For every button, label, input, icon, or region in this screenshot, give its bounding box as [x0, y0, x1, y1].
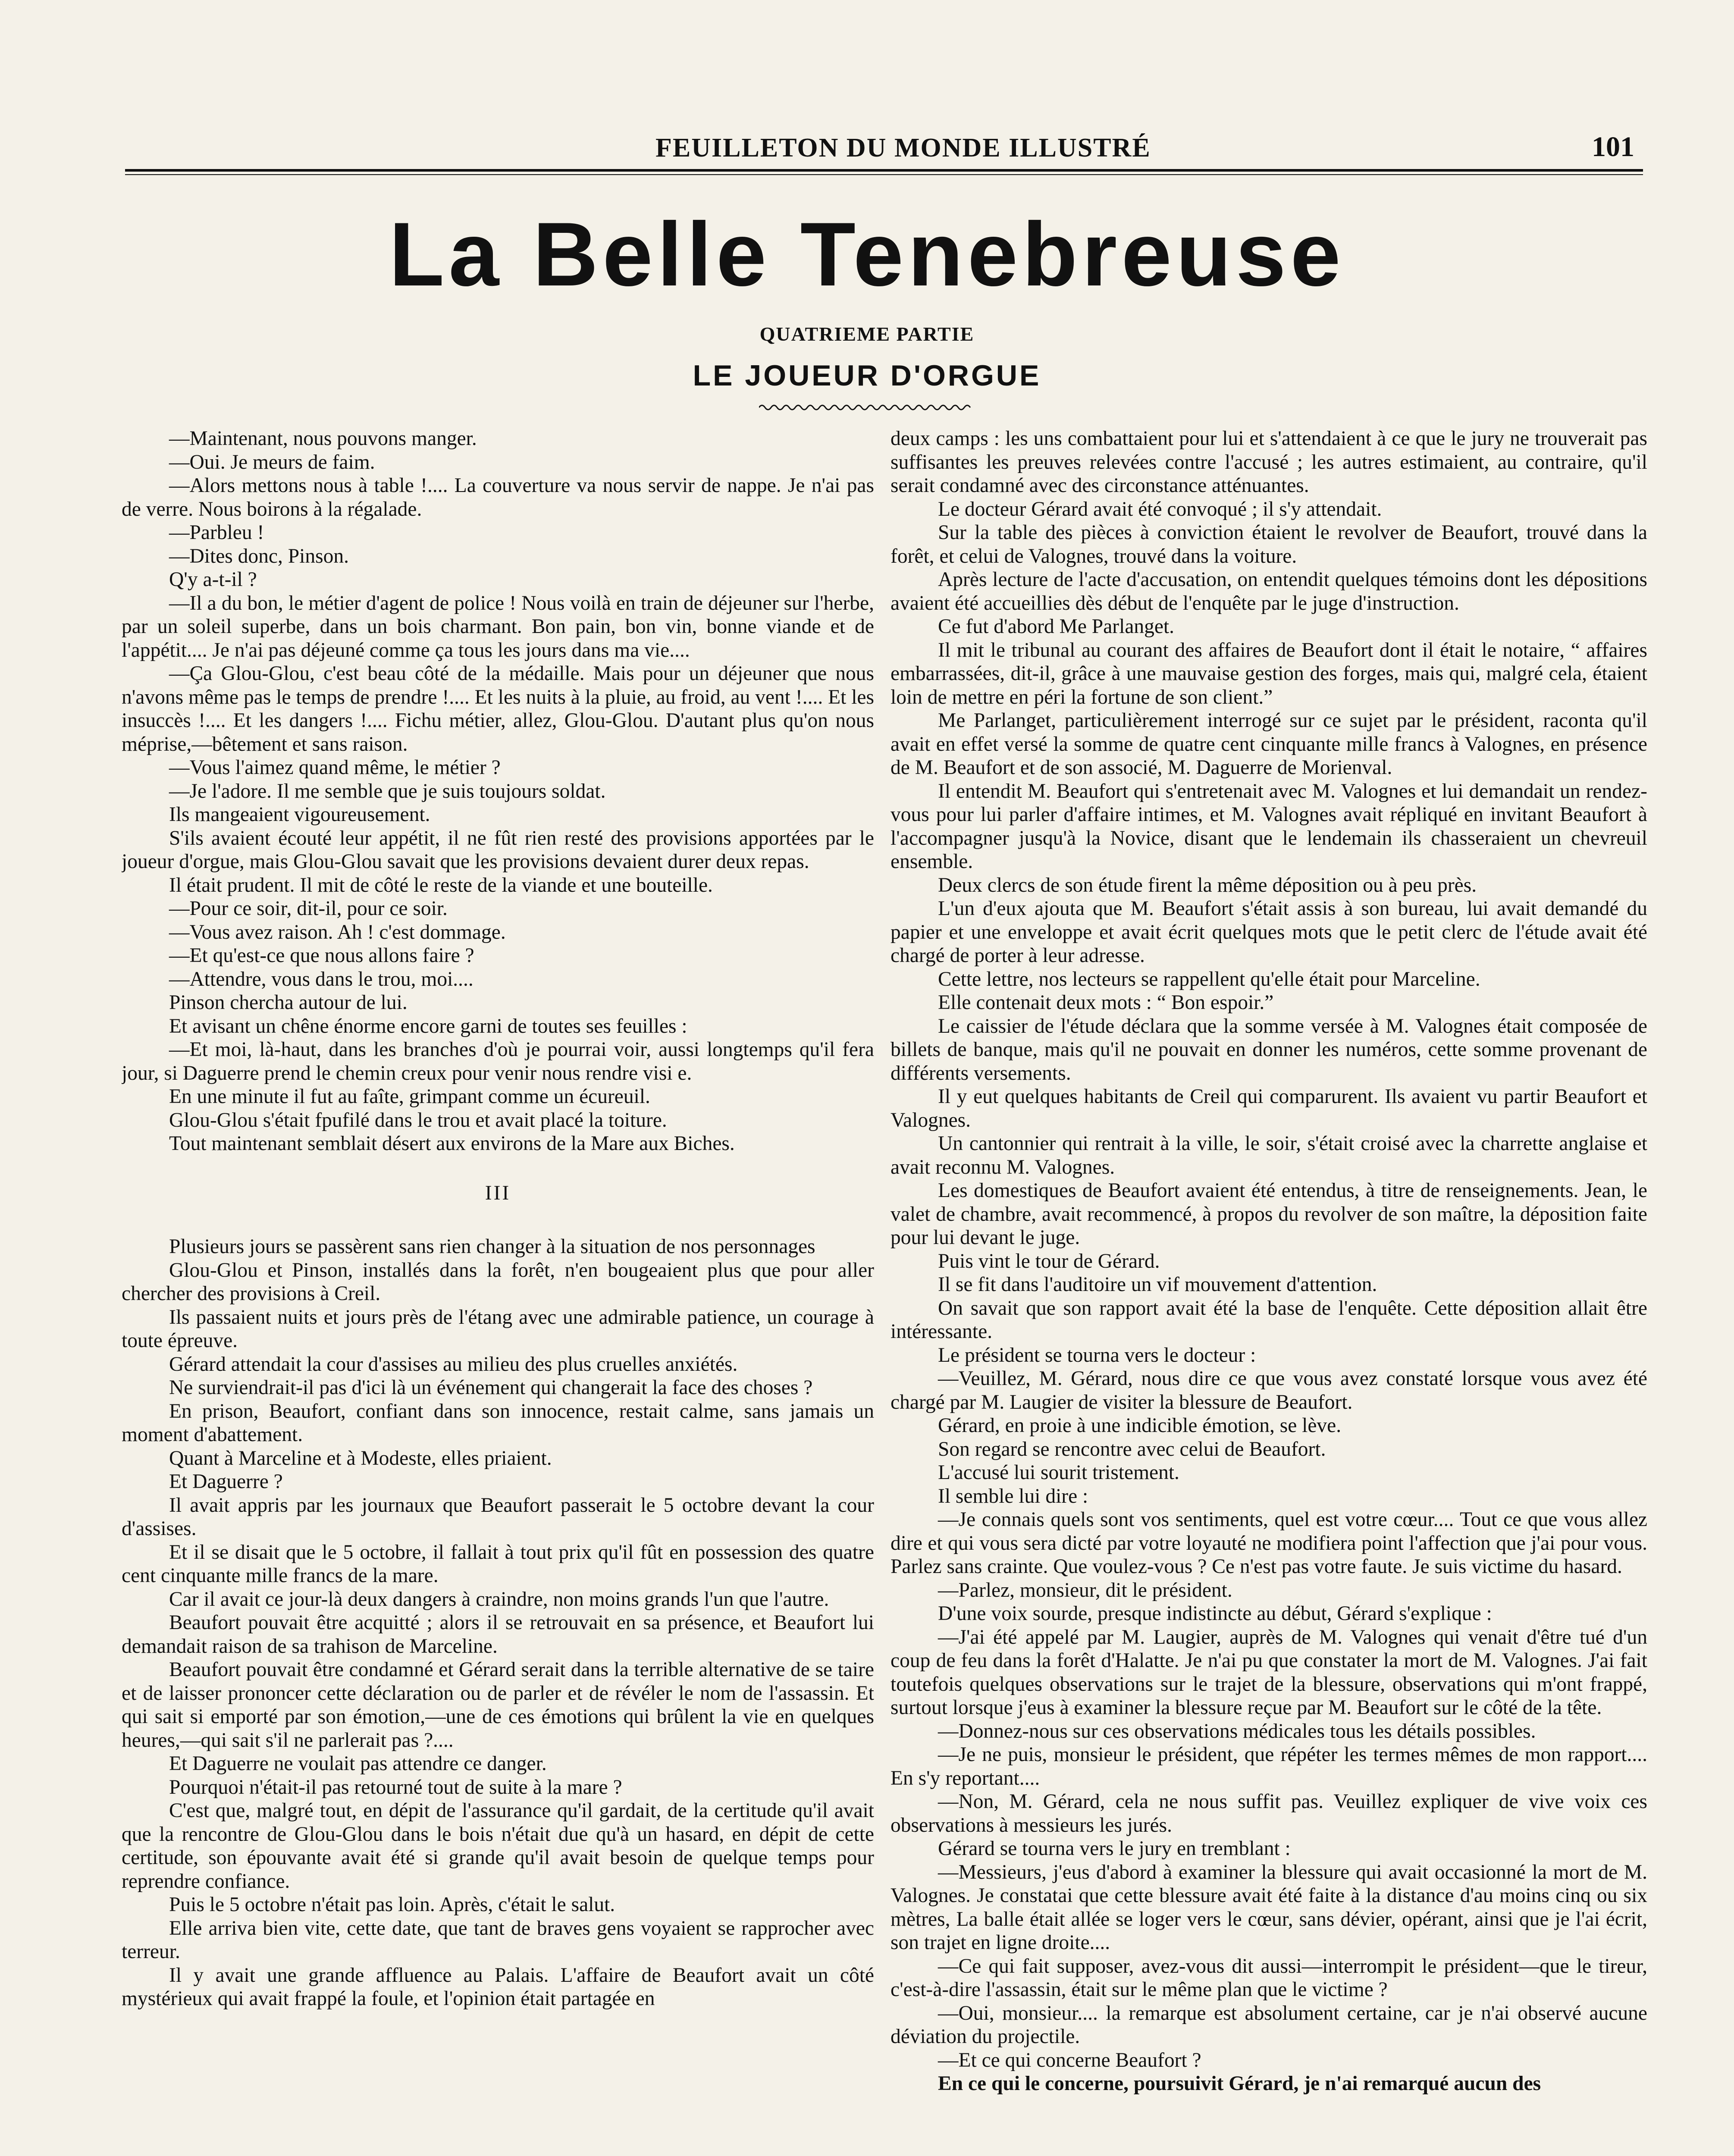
paragraph: —Alors mettons nous à table !.... La couverture va nous servir de nappe. Je n'ai pas de verre. Nous boirons à la régalade.	[122, 474, 874, 520]
paragraph: L'accusé lui sourit tristement.	[938, 1461, 1179, 1484]
wavy-ornament	[759, 401, 975, 414]
paragraph: —Ce qui fait supposer, avez-vous dit aussi—interrompit le président—que le tireur, c'est-à-dire l'assassin, était sur le même plan que le victime ?	[891, 1955, 1647, 2001]
serial-title: La Belle Tenebreuse	[389, 204, 1345, 305]
paragraph: Pinson chercha autour de lui.	[169, 991, 408, 1014]
header-rule-thin	[125, 174, 1643, 175]
section-number: III	[485, 1181, 511, 1204]
paragraph: Il y avait une grande affluence au Palais. L'affaire de Beaufort avait un côté mystérieux qui avait frappé la foule, et l'opinion était partagée en	[122, 1964, 874, 2010]
paragraph: Il avait appris par les journaux que Beaufort passerait le 5 octobre devant la cour d'assises.	[122, 1494, 874, 1540]
paragraph: L'un d'eux ajouta que M. Beaufort s'était assis à son bureau, lui avait demandé du papier et une enveloppe et avait écrit quelques mots que le petit clerc de l'étude avait été chargé de porter à leur adresse.	[891, 897, 1647, 967]
paragraph: Elle contenait deux mots : “ Bon espoir.”	[938, 991, 1274, 1014]
chapter-subtitle: LE JOUEUR D'ORGUE	[693, 359, 1041, 392]
left-column	[122, 427, 874, 2156]
paragraph: —J'ai été appelé par M. Laugier, auprès de M. Valognes qui venait d'être tué d'un coup de feu dans la forêt d'Halatte. Je n'ai pu que constater la mort de M. Valognes. J'ai fait toutefois quelques observations sur le trajet de la blessure, observations qui m'ont frappé, surtout lorsque j'eus à examiner la blessure reçue par M. Beaufort sur le côté de la tête.	[891, 1626, 1647, 1719]
paragraph: —Je l'adore. Il me semble que je suis toujours soldat.	[169, 780, 606, 802]
paragraph: Il se fit dans l'auditoire un vif mouvement d'attention.	[938, 1273, 1377, 1296]
paragraph: Gérard se tourna vers le jury en tremblant :	[938, 1837, 1291, 1860]
paragraph: —Vous l'aimez quand même, le métier ?	[169, 756, 501, 779]
paragraph: —Je ne puis, monsieur le président, que répéter les termes mêmes de mon rapport.... En s'y reportant....	[891, 1743, 1647, 1789]
paragraph: Tout maintenant semblait désert aux environs de la Mare aux Biches.	[169, 1132, 735, 1155]
paragraph: Il mit le tribunal au courant des affaires de Beaufort dont il était le notaire, “ affaires embarrassées, dit-il, grâce à une mauvaise gestion des forges, mais qui, malgré cela, étaient loin de mettre en péri la fortune de son client.”	[891, 639, 1647, 708]
part-heading: QUATRIEME PARTIE	[759, 323, 975, 345]
paragraph: Sur la table des pièces à conviction étaient le revolver de Beaufort, trouvé dans la forêt, et celui de Valognes, trouvé dans la voiture.	[891, 521, 1647, 567]
paragraph: —Messieurs, j'eus d'abord à examiner la blessure qui avait occasionné la mort de M. Valognes. Je constatai que cette blessure avait été faite à la distance d'au moins cinq ou six mètres, La balle était allée se loger vers le cœur, sans dévier, opérant, ainsi que je l'ai écrit, son trajet en ligne droite....	[891, 1861, 1647, 1954]
paragraph: —Dites donc, Pinson.	[169, 545, 349, 567]
paragraph: —Et ce qui concerne Beaufort ?	[938, 2049, 1201, 2071]
paragraph: Et il se disait que le 5 octobre, il fallait à tout prix qu'il fût en possession des quatre cent cinquante mille francs de la mare.	[122, 1541, 874, 1587]
paragraph: Le président se tourna vers le docteur :	[938, 1344, 1256, 1366]
running-title: FEUILLETON DU MONDE ILLUSTRÉ	[655, 133, 1151, 163]
paragraph: Ils mangeaient vigoureusement.	[169, 803, 430, 826]
paragraph: En prison, Beaufort, confiant dans son innocence, restait calme, sans jamais un moment d'abattement.	[122, 1400, 874, 1446]
paragraph: Il était prudent. Il mit de côté le reste de la viande et une bouteille.	[169, 874, 713, 896]
paragraph: —Maintenant, nous pouvons manger.	[169, 427, 477, 450]
paragraph: Pourquoi n'était-il pas retourné tout de suite à la mare ?	[169, 1776, 622, 1799]
paragraph: —Parbleu !	[169, 521, 264, 544]
paragraph: —Ça Glou-Glou, c'est beau côté de la médaille. Mais pour un déjeuner que nous n'avons même pas le temps de prendre !.... Et les nuits à la pluie, au froid, au vent !.... Et les insuccès !.... Et les dangers !.... Fichu métier, allez, Glou-Glou. D'autant plus qu'on nous méprise,—bêtement et sans raison.	[122, 662, 874, 755]
paragraph: Elle arriva bien vite, cette date, que tant de braves gens voyaient se rapprocher avec terreur.	[122, 1917, 874, 1963]
paragraph: —Vous avez raison. Ah ! c'est dommage.	[169, 921, 506, 943]
paragraph: Glou-Glou et Pinson, installés dans la forêt, n'en bougeaient plus que pour aller chercher des provisions à Creil.	[122, 1259, 874, 1305]
paragraph: Son regard se rencontre avec celui de Beaufort.	[938, 1438, 1326, 1460]
paragraph: Il y eut quelques habitants de Creil qui comparurent. Ils avaient vu partir Beaufort et Valognes.	[891, 1085, 1647, 1131]
paragraph: Le caissier de l'étude déclara que la somme versée à M. Valognes était composée de billets de banque, mais qu'il ne pouvait en donner les numéros, cette somme provenant de différents versements.	[891, 1015, 1647, 1084]
paragraph: Ce fut d'abord Me Parlanget.	[938, 615, 1175, 638]
paragraph: —Donnez-nous sur ces observations médicales tous les détails possibles.	[938, 1720, 1536, 1742]
paragraph: Q'y a-t-il ?	[169, 568, 257, 591]
paragraph: —Oui. Je meurs de faim.	[169, 451, 375, 473]
paragraph: Cette lettre, nos lecteurs se rappellent qu'elle était pour Marceline.	[938, 968, 1480, 990]
paragraph: deux camps : les uns combattaient pour lui et s'attendaient à ce que le jury ne trouverait pas suffisantes les preuves relevées contre l'accusé ; les autres estimaient, au contraire, qu'il serait condamné avec des circonstance atténuantes.	[891, 427, 1647, 497]
paragraph: Gérard attendait la cour d'assises au milieu des plus cruelles anxiétés.	[169, 1353, 738, 1376]
right-column	[891, 427, 1647, 2156]
paragraph: Et avisant un chêne énorme encore garni de toutes ses feuilles :	[169, 1015, 687, 1037]
paragraph: Après lecture de l'acte d'accusation, on entendit quelques témoins dont les dépositions avaient été accueillies dès début de l'enquête par le juge d'instruction.	[891, 568, 1647, 614]
paragraph: S'ils avaient écouté leur appétit, il ne fût rien resté des provisions apportées par le joueur d'orgue, mais Glou-Glou savait que les provisions devaient durer deux repas.	[122, 827, 874, 873]
paragraph: —Pour ce soir, dit-il, pour ce soir.	[169, 897, 448, 920]
paragraph: Beaufort pouvait être acquitté ; alors il se retrouvait en sa présence, et Beaufort lui demandait raison de sa trahison de Marceline.	[122, 1611, 874, 1658]
paragraph: —Oui, monsieur.... la remarque est absolument certaine, car je n'ai observé aucune déviation du projectile.	[891, 2002, 1647, 2048]
paragraph: Deux clercs de son étude firent la même déposition ou à peu près.	[938, 874, 1477, 896]
page-number: 101	[1592, 131, 1634, 163]
paragraph: —Attendre, vous dans le trou, moi....	[169, 968, 473, 990]
paragraph: Beaufort pouvait être condamné et Gérard serait dans la terrible alternative de se taire et de laisser prononcer cette déclaration ou de parler et de révéler le nom de l'assassin. Et qui sait si emporté par son émotion,—une de ces émotions qui brûlent la vie en quelques heures,—qui sait s'il ne parlerait pas ?....	[122, 1658, 874, 1752]
paragraph: Il semble lui dire :	[938, 1485, 1088, 1507]
paragraph: Ils passaient nuits et jours près de l'étang avec une admirable patience, un courage à toute épreuve.	[122, 1306, 874, 1352]
paragraph: —Et moi, là-haut, dans les branches d'où je pourrai voir, aussi longtemps qu'il fera jour, si Daguerre prend le chemin creux pour venir nous rendre visi e.	[122, 1038, 874, 1084]
paragraph: Et Daguerre ?	[169, 1470, 283, 1493]
paragraph: —Veuillez, M. Gérard, nous dire ce que vous avez constaté lorsque vous avez été chargé par M. Laugier de visiter la blessure de Beaufort.	[891, 1367, 1647, 1413]
paragraph: Quant à Marceline et à Modeste, elles priaient.	[169, 1447, 552, 1470]
paragraph: C'est que, malgré tout, en dépit de l'assurance qu'il gardait, de la certitude qu'il avait que la rencontre de Glou-Glou dans le bois n'était due qu'à un hasard, en dépit de cette certitude, son épouvante avait été si grande qu'il avait besoin de quelque temps pour reprendre confiance.	[122, 1799, 874, 1893]
paragraph: Puis vint le tour de Gérard.	[938, 1250, 1160, 1272]
paragraph: Glou-Glou s'était fpufilé dans le trou et avait placé la toiture.	[169, 1109, 667, 1131]
paragraph: Il entendit M. Beaufort qui s'entretenait avec M. Valognes et lui demandait un rendez-vous pour lui parler d'affaire intimes, et M. Valognes avait répliqué en invitant Beaufort à l'accompagner jusqu'à la Novice, disant que le lendemain ils chasseraient un chevreuil ensemble.	[891, 780, 1647, 873]
paragraph: —Non, M. Gérard, cela ne nous suffit pas. Veuillez expliquer de vive voix ces observations à messieurs les jurés.	[891, 1790, 1647, 1836]
paragraph: En ce qui le concerne, poursuivit Gérard, je n'ai remarqué aucun des	[938, 2072, 1541, 2095]
paragraph: Plusieurs jours se passèrent sans rien changer à la situation de nos personnages	[169, 1235, 815, 1258]
paragraph: Gérard, en proie à une indicible émotion, se lève.	[938, 1414, 1342, 1437]
paragraph: —Et qu'est-ce que nous allons faire ?	[169, 944, 474, 967]
paragraph: Et Daguerre ne voulait pas attendre ce danger.	[169, 1752, 547, 1775]
paragraph: Les domestiques de Beaufort avaient été entendus, à titre de renseignements. Jean, le valet de chambre, avait recommencé, à propos du revolver de son maître, la déposition faite pour lui devant le juge.	[891, 1179, 1647, 1249]
paragraph: —Parlez, monsieur, dit le président.	[938, 1579, 1232, 1601]
paragraph: En une minute il fut au faîte, grimpant comme un écureuil.	[169, 1085, 650, 1108]
paragraph: Car il avait ce jour-là deux dangers à craindre, non moins grands l'un que l'autre.	[169, 1588, 829, 1611]
paragraph: On savait que son rapport avait été la base de l'enquête. Cette déposition allait être intéressante.	[891, 1297, 1647, 1343]
paragraph: D'une voix sourde, presque indistincte au début, Gérard s'explique :	[938, 1602, 1492, 1625]
paragraph: —Je connais quels sont vos sentiments, quel est votre cœur.... Tout ce que vous allez dire et qui vous sera dicté par votre loyauté ne modifiera point l'affection que j'ai pour vous. Parlez sans crainte. Que voulez-vous ? Ce n'est pas votre faute. Je suis victime du hasard.	[891, 1508, 1647, 1578]
paragraph: Me Parlanget, particulièrement interrogé sur ce sujet par le président, raconta qu'il avait en effet versé la somme de quatre cent cinquante mille francs à Valognes, en présence de M. Beaufort et de son associé, M. Daguerre de Morienval.	[891, 709, 1647, 779]
paragraph: Ne surviendrait-il pas d'ici là un événement qui changerait la face des choses ?	[169, 1376, 813, 1399]
paragraph: Un cantonnier qui rentrait à la ville, le soir, s'était croisé avec la charrette anglaise et avait reconnu M. Valognes.	[891, 1132, 1647, 1178]
paragraph: Puis le 5 octobre n'était pas loin. Après, c'était le salut.	[169, 1893, 615, 1916]
header-rule	[125, 169, 1643, 172]
paragraph: —Il a du bon, le métier d'agent de police ! Nous voilà en train de déjeuner sur l'herbe, par un soleil superbe, dans un bois charmant. Bon pain, bon vin, bonne viande et de l'appétit.... Je n'ai pas déjeuné comme ça tous les jours dans ma vie....	[122, 592, 874, 661]
paragraph: Le docteur Gérard avait été convoqué ; il s'y attendait.	[938, 498, 1382, 520]
running-head	[121, 129, 1639, 168]
